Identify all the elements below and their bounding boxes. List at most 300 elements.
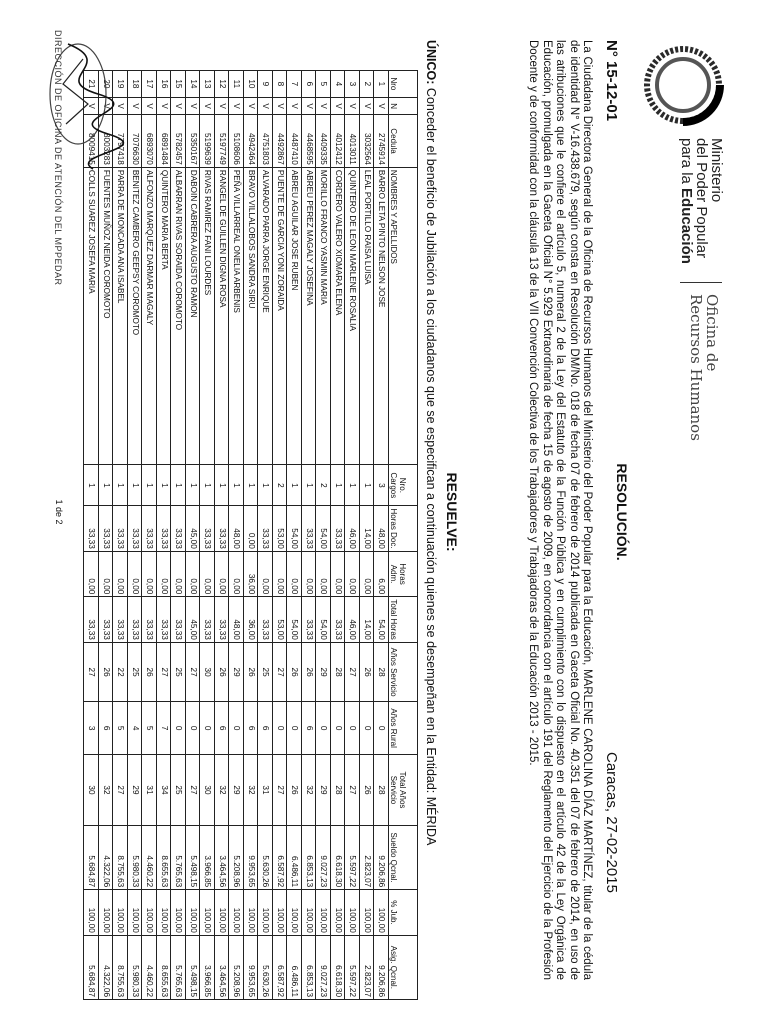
table-cell: V [157, 97, 172, 115]
table-cell: 4013011 [345, 115, 360, 168]
table-cell: 1 [99, 465, 114, 506]
table-cell: 1 [84, 465, 99, 506]
ministry-logo [638, 40, 728, 130]
table-row [99, 71, 114, 1000]
table-cell: 6 [302, 702, 317, 755]
table-cell: 36,00 [244, 597, 259, 643]
table-cell: 0,00 [229, 551, 244, 597]
table-cell: 0,00 [345, 551, 360, 597]
table-cell: 4942464 [244, 115, 259, 168]
ministry-line-3-prefix: para la [678, 138, 695, 189]
table-cell: 12 [215, 71, 230, 98]
table-row [360, 71, 375, 1000]
table-cell: 9.953,65 [244, 935, 259, 999]
table-cell: 26 [287, 642, 302, 702]
table-row [157, 71, 172, 1000]
table-cell: MORILLO FRANCO YASMIN MARIA [316, 167, 331, 465]
table-cell: 26 [99, 642, 114, 702]
table-cell: 32 [302, 754, 317, 825]
table-cell: 9.953,65 [244, 826, 259, 890]
table-cell: 11 [229, 71, 244, 98]
table-cell: 8.655,63 [157, 826, 172, 890]
table-cell: 54,00 [316, 597, 331, 643]
ministry-line-3-bold: Educación [678, 188, 695, 264]
table-cell: 4 [331, 71, 346, 98]
table-cell: 8.755,63 [113, 826, 128, 890]
table-cell: 53,00 [273, 506, 288, 552]
table-cell: 1 [360, 465, 375, 506]
table-cell: 4751803 [258, 115, 273, 168]
table-cell: 27 [157, 642, 172, 702]
table-cell: 25 [258, 642, 273, 702]
table-cell: 29 [229, 642, 244, 702]
table-cell: V [345, 97, 360, 115]
table-cell: 0 [229, 702, 244, 755]
ministry-line-1: Ministerio [708, 138, 725, 203]
table-cell: 26 [287, 754, 302, 825]
table-cell: 33,33 [200, 597, 215, 643]
table-cell: 33,33 [331, 506, 346, 552]
table-row [128, 71, 143, 1000]
table-cell: 33,33 [99, 506, 114, 552]
table-row [84, 71, 99, 1000]
table-cell: 6.618,30 [331, 935, 346, 999]
table-cell: 6 [215, 702, 230, 755]
table-cell: V [258, 97, 273, 115]
table-cell: 17 [142, 71, 157, 98]
table-cell: 5.498,15 [186, 826, 201, 890]
table-cell: 5 [142, 702, 157, 755]
table-cell: 5.597,22 [345, 935, 360, 999]
table-cell: 1 [157, 465, 172, 506]
table-cell: 33,33 [258, 597, 273, 643]
table-cell: 22 [113, 642, 128, 702]
table-cell: 0 [200, 702, 215, 755]
table-cell: 33,33 [113, 597, 128, 643]
table-cell: 32 [215, 754, 230, 825]
table-cell: 6891484 [157, 115, 172, 168]
table-cell: 5350167 [186, 115, 201, 168]
table-cell: 46,00 [345, 506, 360, 552]
table-cell: 5.630,26 [258, 826, 273, 890]
table-cell: 32 [99, 754, 114, 825]
table-cell: 13 [200, 71, 215, 98]
table-cell: 100,00 [157, 890, 172, 936]
table-cell: 4 [128, 702, 143, 755]
table-cell: 29 [128, 754, 143, 825]
col-header: Nro. Cargos [389, 465, 418, 506]
table-cell: 100,00 [345, 890, 360, 936]
table-cell: 100,00 [186, 890, 201, 936]
table-cell: 8.755,63 [113, 935, 128, 999]
resuelve-heading: RESUELVE: [444, 472, 460, 552]
table-cell: 100,00 [229, 890, 244, 936]
document-title: RESOLUCIÓN. [614, 463, 630, 561]
table-cell: 5199639 [200, 115, 215, 168]
table-cell: 27 [345, 642, 360, 702]
col-header: Horas Adm. [389, 551, 418, 597]
table-cell: V [186, 97, 201, 115]
table-cell: 27 [84, 642, 99, 702]
table-cell: 48,00 [229, 597, 244, 643]
table-cell: 9.206,86 [374, 935, 389, 999]
col-header: Sueldo Qcnal. [389, 826, 418, 890]
table-row [244, 71, 259, 1000]
table-cell: 0,00 [258, 551, 273, 597]
table-cell: 3 [374, 465, 389, 506]
table-cell: 1 [215, 465, 230, 506]
table-cell: 45,00 [186, 597, 201, 643]
table-cell: 9 [258, 71, 273, 98]
table-cell: 0,00 [287, 551, 302, 597]
table-cell: 29 [316, 754, 331, 825]
table-cell: 1 [186, 465, 201, 506]
table-cell: 0,00 [244, 506, 259, 552]
table-cell: BENITEZ CAMBERO GEEPSY COROMOTO [128, 167, 143, 465]
table-cell: RIVAS RAMIREZ FANI LOURDES [200, 167, 215, 465]
table-cell: V [287, 97, 302, 115]
table-cell: 33,33 [171, 597, 186, 643]
col-header: N [389, 97, 418, 115]
table-cell: 9.206,86 [374, 826, 389, 890]
table-cell: 48,00 [229, 506, 244, 552]
table-cell: 0 [360, 702, 375, 755]
table-cell: 30 [200, 754, 215, 825]
table-row [229, 71, 244, 1000]
table-cell: 100,00 [287, 890, 302, 936]
table-cell: 0 [345, 702, 360, 755]
table-cell: 5 [316, 71, 331, 98]
table-cell: 2.823,07 [360, 935, 375, 999]
table-cell: 0,00 [360, 551, 375, 597]
table-cell: 5.980,33 [128, 826, 143, 890]
table-header-row [389, 71, 418, 1000]
table-cell: 5.208,96 [229, 935, 244, 999]
table-cell: 30 [84, 754, 99, 825]
table-cell: 0,00 [99, 551, 114, 597]
col-header: Nro [389, 71, 418, 98]
table-cell: 27 [186, 754, 201, 825]
table-cell: 2 [273, 465, 288, 506]
table-cell: 9.027,23 [316, 935, 331, 999]
table-cell: ALBARRAN RIVAS SORAIDA COROMOTO [171, 167, 186, 465]
table-cell: 0,00 [142, 551, 157, 597]
table-cell: 0 [316, 702, 331, 755]
col-header: Horas Doc. [389, 506, 418, 552]
table-cell: 45,00 [186, 506, 201, 552]
unico-clause [424, 40, 438, 1000]
table-cell: 100,00 [113, 890, 128, 936]
table-cell: 33,33 [142, 597, 157, 643]
table-cell: 4468595 [302, 115, 317, 168]
table-cell: 54,00 [316, 506, 331, 552]
table-cell: 4.460,22 [142, 826, 157, 890]
table-cell: 1 [331, 465, 346, 506]
table-cell: 0,00 [113, 551, 128, 597]
table-cell: 27 [345, 754, 360, 825]
table-cell: 8009415 [84, 115, 99, 168]
table-cell: 3032564 [360, 115, 375, 168]
table-row [215, 71, 230, 1000]
table-cell: 54,00 [287, 597, 302, 643]
table-cell: 0,00 [316, 551, 331, 597]
table-row [142, 71, 157, 1000]
table-cell: 100,00 [258, 890, 273, 936]
table-cell: 28 [374, 754, 389, 825]
place-date: Caracas, 27-02-2015 [603, 752, 620, 893]
table-cell: 30 [200, 642, 215, 702]
table-cell: 33,33 [113, 506, 128, 552]
table-cell: 0,00 [273, 551, 288, 597]
table-body [84, 71, 389, 1000]
table-cell: 3.966,85 [200, 935, 215, 999]
table-cell: 100,00 [215, 890, 230, 936]
table-cell: PUENTE DE GARCIA YONI ZORAIDA [273, 167, 288, 465]
table-cell: 0,00 [200, 551, 215, 597]
table-cell: 100,00 [374, 890, 389, 936]
table-cell: 6 [244, 702, 259, 755]
table-cell: QUINTERO MARIA BERTA [157, 167, 172, 465]
table-cell: 34 [157, 754, 172, 825]
table-cell: 33,33 [331, 597, 346, 643]
table-cell: 4.460,22 [142, 935, 157, 999]
table-cell: 2745914 [374, 115, 389, 168]
table-cell: 2 [360, 71, 375, 98]
table-cell: 100,00 [331, 890, 346, 936]
table-cell: ABREU AGUILAR JOSE RUBEN [287, 167, 302, 465]
table-cell: 28 [374, 642, 389, 702]
table-cell: 29 [229, 754, 244, 825]
table-cell: V [244, 97, 259, 115]
table-row [186, 71, 201, 1000]
table-cell: 33,33 [171, 506, 186, 552]
office-name [688, 294, 720, 441]
table-cell: 6893070 [142, 115, 157, 168]
table-cell: COLLS SUAREZ JOSEFA MARIA [84, 167, 99, 465]
col-header: Años Servicio [389, 642, 418, 702]
col-header: Total Horas [389, 597, 418, 643]
table-row [345, 71, 360, 1000]
table-cell: LEAL PORTILLO RAISA LUISA [360, 167, 375, 465]
table-cell: 6.486,11 [287, 826, 302, 890]
table-row [302, 71, 317, 1000]
table-cell: 1 [128, 465, 143, 506]
unico-label: ÚNICO: [424, 40, 438, 85]
col-header: Total Años Servicio [389, 754, 418, 825]
table-cell: 54,00 [374, 597, 389, 643]
table-cell: 1 [302, 465, 317, 506]
table-cell: 28 [331, 754, 346, 825]
table-cell: V [200, 97, 215, 115]
table-row [258, 71, 273, 1000]
table-cell: 15 [171, 71, 186, 98]
table-cell: 3.464,56 [215, 826, 230, 890]
table-cell: 7076630 [128, 115, 143, 168]
table-cell: 5.684,87 [84, 935, 99, 999]
table-cell: 26 [215, 642, 230, 702]
table-cell: 0 [374, 702, 389, 755]
table-cell: 100,00 [302, 890, 317, 936]
table-cell: 4409335 [316, 115, 331, 168]
col-header: Asig. Qcnal. [389, 935, 418, 999]
table-cell: 16 [157, 71, 172, 98]
table-cell: V [331, 97, 346, 115]
table-cell: 10 [244, 71, 259, 98]
table-cell: 0,00 [128, 551, 143, 597]
table-cell: 5197749 [215, 115, 230, 168]
table-cell: 33,33 [142, 506, 157, 552]
table-cell: 21 [84, 71, 99, 98]
table-row [287, 71, 302, 1000]
table-cell: 6.486,11 [287, 935, 302, 999]
table-cell: 8 [273, 71, 288, 98]
table-cell: 100,00 [171, 890, 186, 936]
table-row [113, 71, 128, 1000]
table-cell: 100,00 [128, 890, 143, 936]
table-cell: 26 [360, 642, 375, 702]
table-cell: 0 [331, 702, 346, 755]
table-cell: 2 [316, 465, 331, 506]
table-row [316, 71, 331, 1000]
table-row [273, 71, 288, 1000]
ministry-line-2: del Poder Popular [693, 138, 710, 259]
table-cell: 25 [171, 754, 186, 825]
table-row [171, 71, 186, 1000]
table-cell: 33,33 [128, 597, 143, 643]
table-cell: 5.765,63 [171, 935, 186, 999]
resolution-number: N° 15-12-01 [603, 40, 620, 122]
table-cell: 100,00 [84, 890, 99, 936]
table-cell: 4492867 [273, 115, 288, 168]
table-cell: 33,33 [215, 597, 230, 643]
table-cell: 29 [316, 642, 331, 702]
table-cell: 27 [113, 754, 128, 825]
table-cell: 6.587,92 [273, 935, 288, 999]
table-cell: 26 [302, 642, 317, 702]
table-cell: 9.027,23 [316, 826, 331, 890]
table-cell: BARRO LETA PINTO NELSON JOSE [374, 167, 389, 465]
header-divider [680, 282, 722, 283]
table-cell: 1 [142, 465, 157, 506]
unico-text: Conceder el beneficio de Jubilación a los ciudadanos que se especifican a continuación quienes se desempeñan en la Entidad: MÉRIDA [424, 84, 438, 846]
table-cell: V [360, 97, 375, 115]
table-cell: 1 [229, 465, 244, 506]
ministry-name [679, 138, 724, 264]
table-cell: 32 [244, 754, 259, 825]
table-cell: 6,00 [374, 551, 389, 597]
ministry-line-3 [679, 138, 694, 264]
retirees-table [84, 70, 419, 1000]
table-cell: 46,00 [345, 597, 360, 643]
table-cell: 5 [113, 702, 128, 755]
table-cell: 6.618,30 [331, 826, 346, 890]
table-cell: 3.464,56 [215, 935, 230, 999]
table-cell: 5.208,96 [229, 826, 244, 890]
table-cell: PARRA DE MONCADA ANA ISABEL [113, 167, 128, 465]
table-cell: 33,33 [84, 506, 99, 552]
table-cell: V [142, 97, 157, 115]
table-cell: V [229, 97, 244, 115]
table-cell: 33,33 [302, 597, 317, 643]
table-row [374, 71, 389, 1000]
table-cell: 26 [360, 754, 375, 825]
table-cell: 3 [84, 702, 99, 755]
table-cell: 0 [171, 702, 186, 755]
table-cell: 0,00 [215, 551, 230, 597]
table-row [331, 71, 346, 1000]
table-cell: V [374, 97, 389, 115]
table-cell: RANGEL DE GUILLEN DIGNA ROSA [215, 167, 230, 465]
table-cell: 54,00 [287, 506, 302, 552]
table-cell: ALFONZO MARQUEZ DARMAR MAGALY [142, 167, 157, 465]
table-cell: 33,33 [157, 597, 172, 643]
table-cell: 5.684,87 [84, 826, 99, 890]
table-cell: 3.966,85 [200, 826, 215, 890]
table-cell: 14,00 [360, 597, 375, 643]
table-cell: 1 [345, 465, 360, 506]
table-cell: 20 [99, 71, 114, 98]
table-cell: 100,00 [99, 890, 114, 936]
table-cell: 1 [258, 465, 273, 506]
table-cell: 0 [186, 702, 201, 755]
table-cell: 33,33 [128, 506, 143, 552]
table-cell: 3 [345, 71, 360, 98]
table-cell: DABOIN CABRERA AUGUSTO RAMON [186, 167, 201, 465]
page-number: 1 de 2 [54, 499, 64, 525]
table-cell: 7 [157, 702, 172, 755]
table-cell: 100,00 [142, 890, 157, 936]
table-cell: 48,00 [374, 506, 389, 552]
table-cell: 18 [128, 71, 143, 98]
table-cell: 36,00 [244, 551, 259, 597]
table-cell: 6.853,13 [302, 935, 317, 999]
table-cell: 0,00 [331, 551, 346, 597]
table-cell: 4.322,06 [99, 826, 114, 890]
office-line-1: Oficina de [703, 294, 721, 372]
table-cell: V [302, 97, 317, 115]
table-cell: 7797418 [113, 115, 128, 168]
table-cell: 0,00 [157, 551, 172, 597]
table-cell: V [215, 97, 230, 115]
table-cell: 7 [287, 71, 302, 98]
table-cell: V [113, 97, 128, 115]
table-cell: 8003283 [99, 115, 114, 168]
table-cell: 33,33 [200, 506, 215, 552]
table-cell: V [84, 97, 99, 115]
table-cell: 5.498,15 [186, 935, 201, 999]
table-cell: 6.853,13 [302, 826, 317, 890]
table-cell: 8.655,63 [157, 935, 172, 999]
stamp-text: DIRECCIÓN DE OFICINA DE ATENCIÓN DEL MPPEDAR [53, 30, 63, 286]
table-cell: 0,00 [84, 551, 99, 597]
table-cell: QUINTERO DE LEON MARLENE ROSALIA [345, 167, 360, 465]
table-cell: 100,00 [244, 890, 259, 936]
intro-paragraph: La Ciudadana Directora General de la Oficina de Recursos Humanos del Ministerio del Poder Popular para la Educación, MARLENE CAROLINA DÍAZ MARTÍNEZ, titular de la cédula de identidad N° V-16.438.679, según consta en Resolución DM/No. 018 de fecha 07 de febrero de 2014 publicada en Gaceta Oficial No. 40.351 del 07 de febrero de 2014, en uso de las atribuciones que le confiere el artículo 5, numeral 2 de la Ley del Estatuto de la Función Pública y en cumplimiento con lo dispuesto en el artículo 42 de la Ley Orgánica de Educación, promulgada en la Gaceta Oficial N° 5.929 Extraordinaria de fecha 15 de agosto de 2009, en concordancia con el artículo 191 del Reglamento del Ejercicio de la Profesión Docente y de conformidad con la cláusula 13 de la VII Convención Colectiva de los Trabajadores y Trabajadoras de la Educación 2013 - 2015. [527, 40, 593, 980]
table-cell: 28 [331, 642, 346, 702]
table-cell: 33,33 [99, 597, 114, 643]
table-cell: 27 [186, 642, 201, 702]
table-cell: CORDERO VALERO XIOMARA ELENA [331, 167, 346, 465]
table-cell: 33,33 [157, 506, 172, 552]
table-cell: 33,33 [302, 506, 317, 552]
table-cell: 14,00 [360, 506, 375, 552]
table-cell: 4487410 [287, 115, 302, 168]
ministry-logo-icon [638, 40, 728, 130]
table-cell: V [171, 97, 186, 115]
table-cell: 33,33 [215, 506, 230, 552]
table-cell: 100,00 [316, 890, 331, 936]
table-cell: 6.587,92 [273, 826, 288, 890]
